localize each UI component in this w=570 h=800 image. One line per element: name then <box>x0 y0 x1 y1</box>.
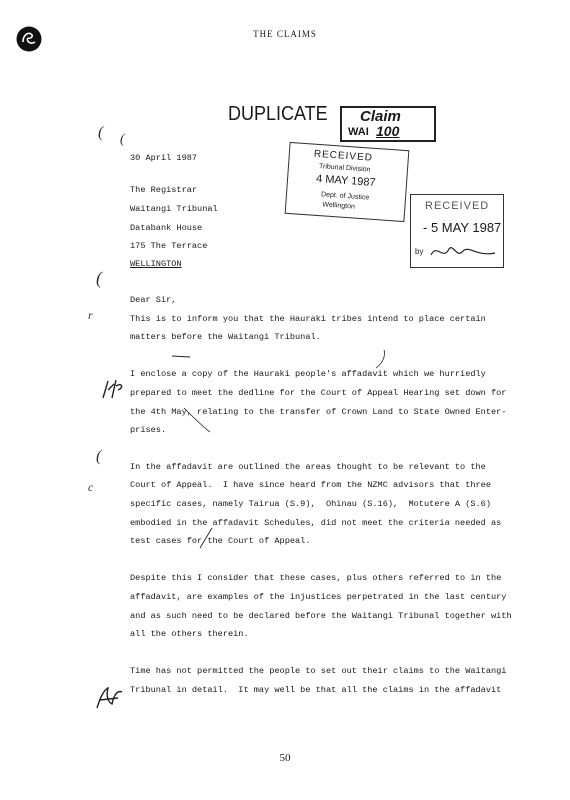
recipient-line-4: 175 The Terrace <box>130 241 208 251</box>
received-stamp-second <box>410 194 504 268</box>
paragraph-4-line-3: and as such need to be declared before the Waitangi Tribunal together with <box>130 611 512 621</box>
wai-number: 100 <box>376 123 400 139</box>
paragraph-5-line-2: Tribunal in detail. It may well be that all the claims in the affadavit <box>130 685 502 695</box>
running-header: THE CLAIMS <box>253 29 317 39</box>
margin-mark-icon: r <box>88 308 93 322</box>
stamp-received-text: RECEIVED <box>313 148 374 164</box>
paragraph-3-line-1: In the affadavit are outlined the areas thought to be relevant to the <box>130 462 486 472</box>
margin-mark-icon: ( <box>96 448 102 465</box>
page-number: 50 <box>279 752 291 764</box>
paragraph-4-line-1: Despite this I consider that these cases, plus others referred to in the <box>130 573 502 583</box>
paragraph-4-line-4: all the others therein. <box>130 629 249 639</box>
paragraph-1-line-2: matters before the Waitangi Tribunal. <box>130 332 321 342</box>
duplicate-stamp: DUPLICATE <box>228 103 328 125</box>
paragraph-4-line-2: affadavit, are examples of the injustices perpetrated in the last century <box>130 592 507 602</box>
margin-mark-icon: c <box>88 480 94 494</box>
paragraph-5-line-1: Time has not permitted the people to set out their claims to the Waitangi <box>130 666 507 676</box>
stamp2-received-text: RECEIVED <box>425 200 490 212</box>
paragraph-1-line-1: This is to inform you that the Hauraki tribes intend to place certain <box>130 314 486 324</box>
wai-label: WAI <box>348 126 369 138</box>
paragraph-2-line-3: the 4th May, relating to the transfer of Crown Land to State Owned Enter- <box>130 407 507 417</box>
stamp2-date-text: - 5 MAY 1987 <box>423 220 502 235</box>
paragraph-3-line-2: Court of Appeal. I have since heard from the NZMC advisors that three <box>130 480 491 490</box>
recipient-line-3: Databank House <box>130 223 203 233</box>
stamp2-by-text: by <box>415 247 424 256</box>
stamp-date-text: 4 MAY 1987 <box>315 172 376 189</box>
recipient-line-2: Waitangi Tribunal <box>130 204 218 214</box>
claim-number-box <box>340 106 436 142</box>
stamp-dept-text: Dept. of Justice <box>320 191 370 202</box>
paragraph-3-line-3: specific cases, namely Tairua (S.9), Ohinau (S.16), Motutere A (S.6) <box>130 499 491 509</box>
margin-mark-icon: ( <box>98 124 104 141</box>
received-stamp-tribunal <box>285 142 410 222</box>
paragraph-3-line-5: test cases for the Court of Appeal. <box>130 536 311 546</box>
recipient-line-5: WELLINGTON <box>130 259 182 269</box>
handwritten-initials-icon <box>94 686 126 710</box>
claim-label: Claim <box>360 108 401 125</box>
pen-slash-icon <box>196 526 216 550</box>
paragraph-2-line-2: prepared to meet the dedline for the Court of Appeal Hearing set down for <box>130 388 507 398</box>
paragraph-3-line-4: embodied in the affadavit Schedules, did not meet the criteria needed as <box>130 518 502 528</box>
paragraph-2-line-4: prises. <box>130 425 167 435</box>
signature-icon <box>429 241 499 263</box>
pen-strokes-icon <box>168 348 408 438</box>
handwritten-initials-icon <box>100 378 126 400</box>
stamp-location-text: Wellington <box>322 201 356 211</box>
recipient-line-1: The Registrar <box>130 185 198 195</box>
letter-date: 30 April 1987 <box>130 153 198 163</box>
salutation: Dear Sir, <box>130 295 177 305</box>
paragraph-2-line-1: I enclose a copy of the Hauraki people's affadavit which we hurriedly <box>130 369 486 379</box>
stamp-division-text: Tribunal Division <box>318 163 371 174</box>
margin-mark-icon: ( <box>96 268 102 288</box>
margin-mark-icon: ( <box>120 132 125 147</box>
